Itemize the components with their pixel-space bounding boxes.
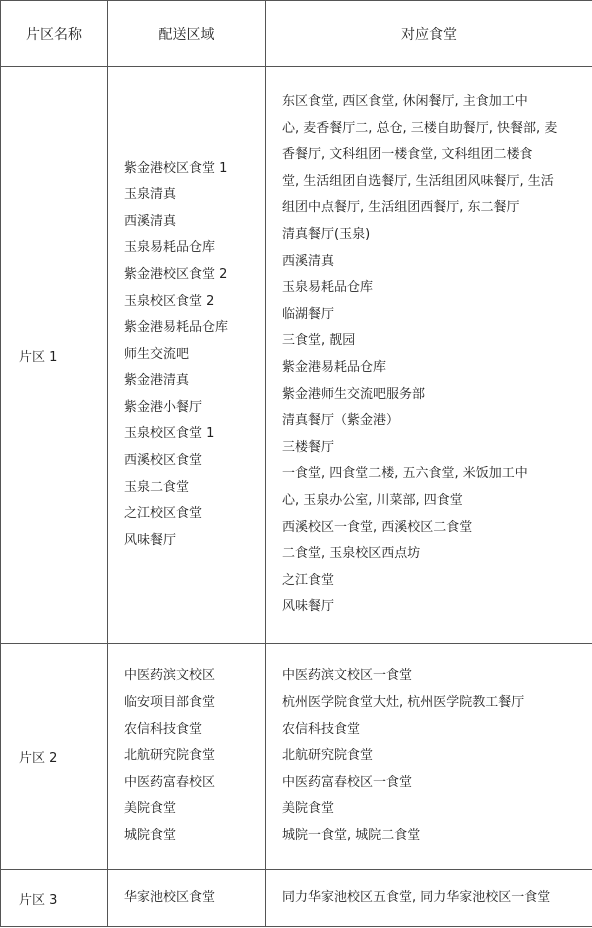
delivery-zone-item: 紫金港校区食堂 2 (124, 266, 228, 282)
canteen-item: 美院食堂 (282, 801, 335, 817)
canteen-item: 三楼餐厅 (282, 439, 335, 455)
canteen-item: 临湖餐厅 (282, 306, 335, 322)
delivery-zone-item: 中医药滨文校区 (124, 668, 216, 684)
delivery-zone-item: 玉泉校区食堂 1 (124, 426, 215, 442)
canteen-item: 香餐厅, 文科组团一楼食堂, 文科组团二楼食 (282, 147, 533, 163)
table-row (1, 644, 592, 870)
delivery-zone-cell (108, 644, 266, 870)
delivery-zone-item: 北航研究院食堂 (124, 748, 216, 764)
delivery-zone-item: 美院食堂 (124, 801, 177, 817)
delivery-zone-item: 农信科技食堂 (124, 721, 203, 737)
delivery-zone-item: 中医药富春校区 (124, 774, 216, 790)
canteen-item: 同力华家池校区五食堂, 同力华家池校区一食堂 (282, 889, 551, 905)
delivery-zone-item: 玉泉二食堂 (124, 479, 190, 495)
area-name-cell: 片区 1 (1, 67, 108, 644)
canteen-item: 堂, 生活组团自选餐厅, 生活组团风味餐厅, 生活 (282, 173, 554, 189)
area-name-cell: 片区 3 (1, 870, 108, 927)
delivery-zone-item: 玉泉易耗品仓库 (124, 240, 216, 256)
canteen-item: 中医药富春校区一食堂 (282, 774, 413, 790)
delivery-zone-item: 紫金港校区食堂 1 (124, 160, 228, 176)
canteen-item: 组团中点餐厅, 生活组团西餐厅, 东二餐厅 (282, 200, 520, 216)
table-row (1, 870, 592, 927)
canteen-item: 紫金港师生交流吧服务部 (282, 386, 426, 402)
canteen-item: 风味餐厅 (282, 599, 335, 615)
canteen-cell (266, 870, 592, 927)
canteen-item: 东区食堂, 西区食堂, 休闲餐厅, 主食加工中 (282, 94, 528, 110)
header-row (1, 1, 592, 67)
delivery-zone-item: 城院食堂 (124, 827, 177, 843)
delivery-zone-item: 紫金港易耗品仓库 (124, 320, 229, 336)
canteen-item: 之江食堂 (282, 572, 335, 588)
canteen-item: 城院一食堂, 城院二食堂 (282, 827, 421, 843)
header-delivery-zone: 配送区域 (108, 1, 266, 67)
canteen-item: 中医药滨文校区一食堂 (282, 668, 413, 684)
delivery-zone-item: 紫金港小餐厅 (124, 399, 203, 415)
area-name-cell: 片区 2 (1, 644, 108, 870)
canteen-item: 玉泉易耗品仓库 (282, 280, 374, 296)
canteen-item: 紫金港易耗品仓库 (282, 360, 387, 375)
canteen-cell (266, 67, 592, 644)
canteen-item: 二食堂, 玉泉校区西点坊 (282, 546, 421, 562)
delivery-zone-item: 师生交流吧 (124, 346, 190, 362)
delivery-zone-item: 风味餐厅 (124, 532, 177, 548)
delivery-zone-cell (108, 870, 266, 927)
table-row (1, 67, 592, 644)
canteen-item: 三食堂, 靓园 (282, 333, 356, 349)
canteen-item: 西溪校区一食堂, 西溪校区二食堂 (282, 519, 473, 535)
delivery-zone-item: 之江校区食堂 (124, 506, 203, 522)
canteen-item: 一食堂, 四食堂二楼, 五六食堂, 米饭加工中 (282, 466, 528, 482)
delivery-zone-item: 玉泉校区食堂 2 (124, 293, 215, 309)
delivery-zone-item: 西溪校区食堂 (124, 453, 203, 469)
delivery-zone-item: 玉泉清真 (124, 187, 177, 203)
canteen-item: 心, 麦香餐厅二, 总仓, 三楼自助餐厅, 快餐部, 麦 (282, 120, 558, 136)
canteen-item: 西溪清真 (282, 253, 335, 269)
delivery-zone-item: 华家池校区食堂 (124, 889, 216, 905)
header-canteen: 对应食堂 (266, 1, 592, 67)
canteen-item: 清真餐厅(玉泉) (282, 227, 371, 243)
canteen-item: 清真餐厅（紫金港） (282, 413, 400, 429)
canteen-item: 农信科技食堂 (282, 721, 361, 737)
delivery-zone-item: 紫金港清真 (124, 373, 190, 389)
canteen-item: 北航研究院食堂 (282, 748, 374, 764)
delivery-zone-item: 西溪清真 (124, 213, 177, 229)
canteen-item: 心, 玉泉办公室, 川菜部, 四食堂 (282, 492, 463, 508)
delivery-zone-cell (108, 67, 266, 644)
canteen-item: 杭州医学院食堂大灶, 杭州医学院教工餐厅 (282, 695, 525, 711)
canteen-cell (266, 644, 592, 870)
delivery-zone-item: 临安项目部食堂 (124, 695, 216, 711)
header-area-name: 片区名称 (1, 1, 108, 67)
